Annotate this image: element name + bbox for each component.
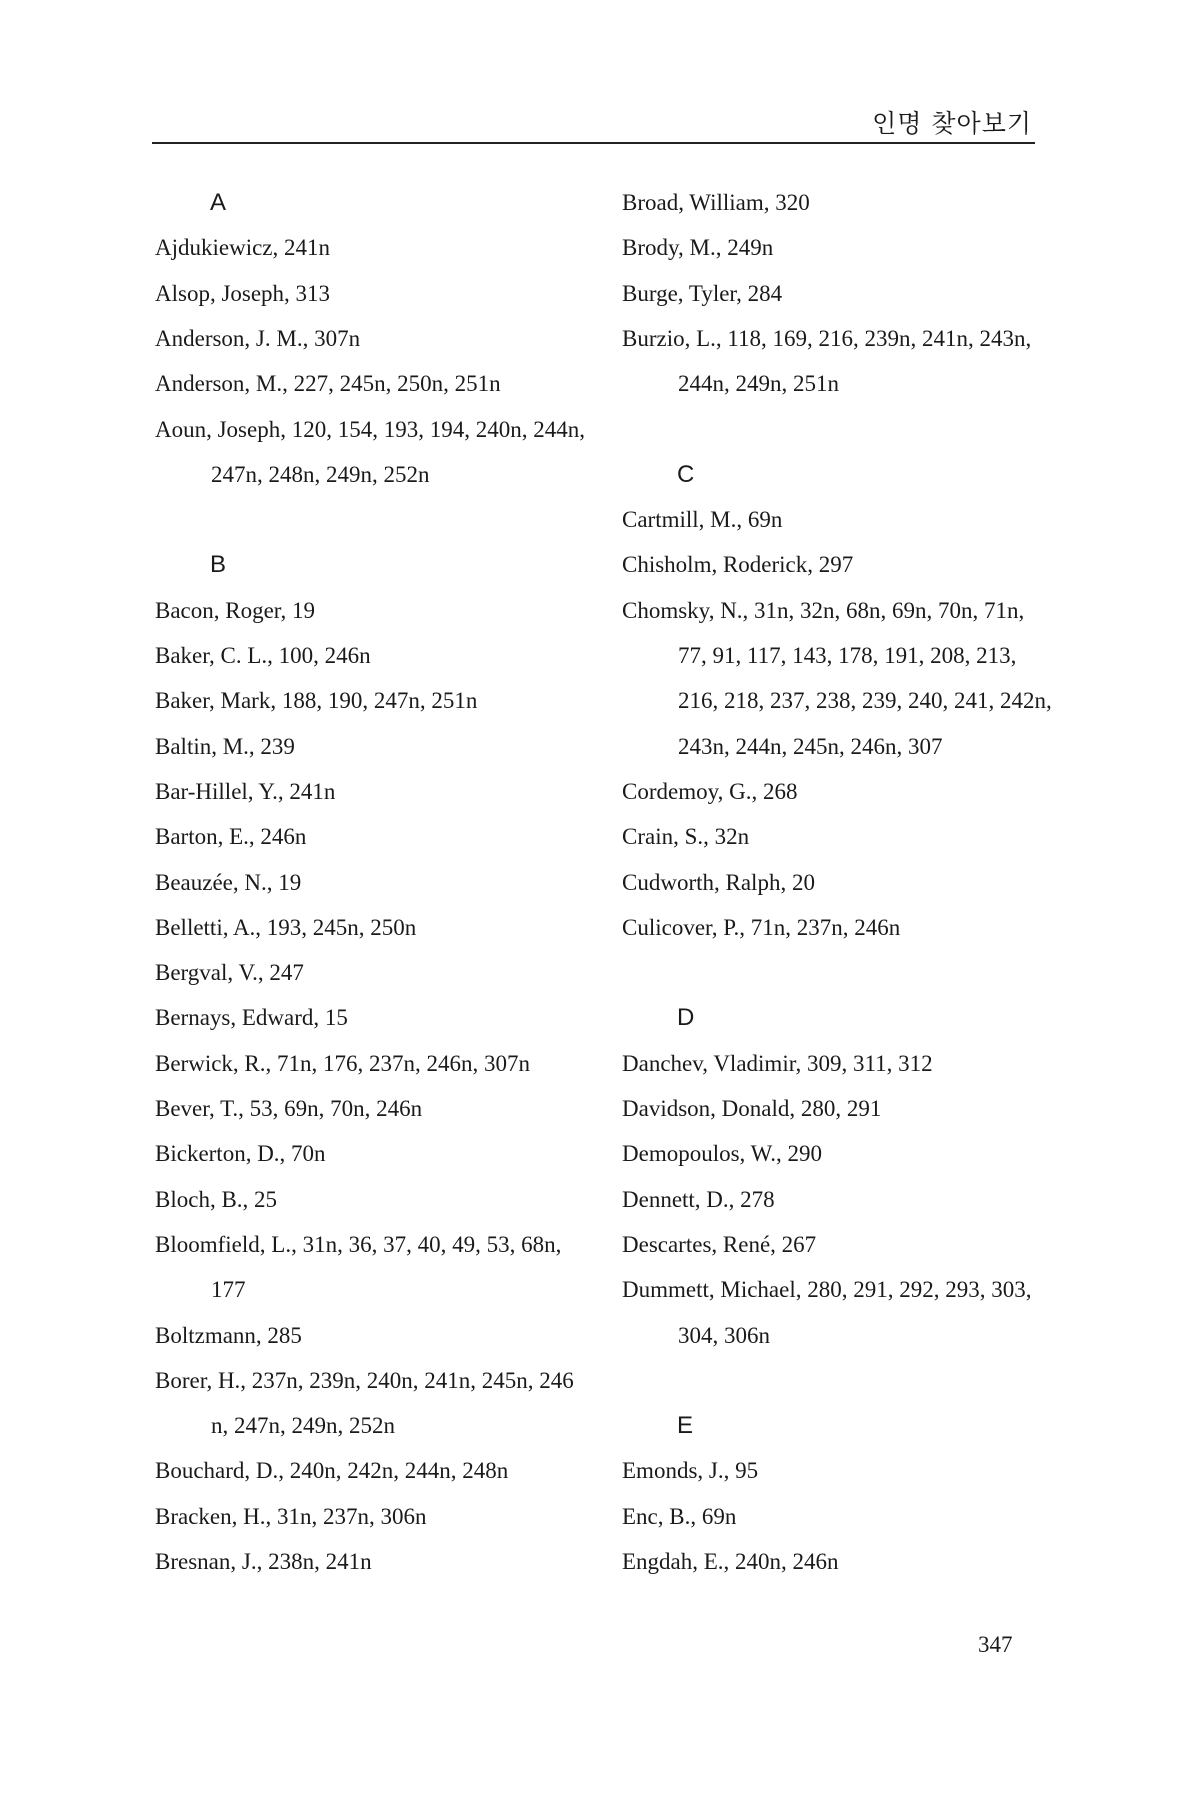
index-entry: Crain, S., 32n: [622, 824, 750, 850]
index-entry: Bouchard, D., 240n, 242n, 244n, 248n: [155, 1458, 509, 1484]
index-entry: Cordemoy, G., 268: [622, 778, 798, 804]
index-entry-continuation: 216, 218, 237, 238, 239, 240, 241, 242n,: [678, 688, 1052, 714]
index-entry: Borer, H., 237n, 239n, 240n, 241n, 245n, 246: [155, 1367, 574, 1393]
index-entry: Bloomfield, L., 31n, 36, 37, 40, 49, 53, 68n,: [155, 1231, 562, 1257]
index-entry: Brody, M., 249n: [622, 235, 774, 261]
index-entry-continuation: 247n, 248n, 249n, 252n: [211, 461, 430, 487]
index-letter-heading: E: [677, 1412, 694, 1440]
index-entry: Dummett, Michael, 280, 291, 292, 293, 303,: [622, 1277, 1032, 1303]
index-entry: Bickerton, D., 70n: [155, 1141, 326, 1167]
index-entry: Anderson, M., 227, 245n, 250n, 251n: [155, 371, 501, 397]
index-entry: Baker, Mark, 188, 190, 247n, 251n: [155, 688, 478, 714]
index-entry: Anderson, J. M., 307n: [155, 325, 361, 351]
index-entry: Cudworth, Ralph, 20: [622, 869, 815, 895]
index-entry: Bernays, Edward, 15: [155, 1005, 348, 1031]
index-entry: Aoun, Joseph, 120, 154, 193, 194, 240n, 244n,: [155, 416, 585, 442]
index-letter-heading: D: [677, 1004, 695, 1032]
index-letter-heading: B: [210, 551, 227, 579]
index-entry-continuation: n, 247n, 249n, 252n: [211, 1413, 395, 1439]
index-letter-heading: C: [677, 460, 695, 488]
index-entry-continuation: 244n, 249n, 251n: [678, 371, 839, 397]
index-entry: Barton, E., 246n: [155, 824, 307, 850]
index-entry: Cartmill, M., 69n: [622, 507, 783, 533]
index-entry-continuation: 304, 306n: [678, 1322, 770, 1348]
index-entry: Alsop, Joseph, 313: [155, 280, 331, 306]
index-entry: Burge, Tyler, 284: [622, 280, 783, 306]
index-entry: Engdah, E., 240n, 246n: [622, 1549, 839, 1574]
index-entry: Boltzmann, 285: [155, 1322, 302, 1348]
running-head-title: 인명 찾아보기: [872, 109, 1032, 138]
index-entry-continuation: 243n, 244n, 245n, 246n, 307: [678, 733, 943, 759]
index-entry: Baltin, M., 239: [155, 733, 295, 759]
header-rule: [152, 142, 1035, 144]
index-entry: Chisholm, Roderick, 297: [622, 552, 854, 578]
index-entry: Bergval, V., 247: [155, 960, 304, 986]
index-entry: Culicover, P., 71n, 237n, 246n: [622, 914, 901, 940]
index-entry: Bracken, H., 31n, 237n, 306n: [155, 1503, 427, 1529]
index-entry: Danchev, Vladimir, 309, 311, 312: [622, 1050, 933, 1076]
index-entry: Bar-Hillel, Y., 241n: [155, 778, 336, 804]
index-entry-continuation: 77, 91, 117, 143, 178, 191, 208, 213,: [678, 643, 1017, 668]
index-entry: Bacon, Roger, 19: [155, 597, 316, 623]
index-entry: Chomsky, N., 31n, 32n, 68n, 69n, 70n, 71n,: [622, 597, 1025, 623]
index-entry: Ajdukiewicz, 241n: [155, 235, 331, 261]
index-entry: Broad, William, 320: [622, 190, 810, 215]
index-entry: Descartes, René, 267: [622, 1231, 817, 1257]
index-entry: Bresnan, J., 238n, 241n: [155, 1549, 372, 1574]
index-entry: Beauzée, N., 19: [155, 869, 302, 895]
index-letter-heading: A: [210, 189, 227, 216]
index-entry: Baker, C. L., 100, 246n: [155, 643, 371, 668]
index-entry: Enc, B., 69n: [622, 1503, 737, 1529]
index-entry: Burzio, L., 118, 169, 216, 239n, 241n, 243n,: [622, 325, 1032, 351]
index-entry-continuation: 177: [211, 1277, 246, 1303]
index-entry: Demopoulos, W., 290: [622, 1141, 822, 1167]
index-entry: Belletti, A., 193, 245n, 250n: [155, 914, 417, 940]
page-number: 347: [978, 1632, 1013, 1657]
index-entry: Bloch, B., 25: [155, 1186, 278, 1212]
index-entry: Emonds, J., 95: [622, 1458, 759, 1484]
index-entry: Bever, T., 53, 69n, 70n, 246n: [155, 1096, 423, 1121]
index-entry: Dennett, D., 278: [622, 1186, 775, 1212]
index-entry: Berwick, R., 71n, 176, 237n, 246n, 307n: [155, 1050, 531, 1076]
index-entry: Davidson, Donald, 280, 291: [622, 1096, 882, 1121]
